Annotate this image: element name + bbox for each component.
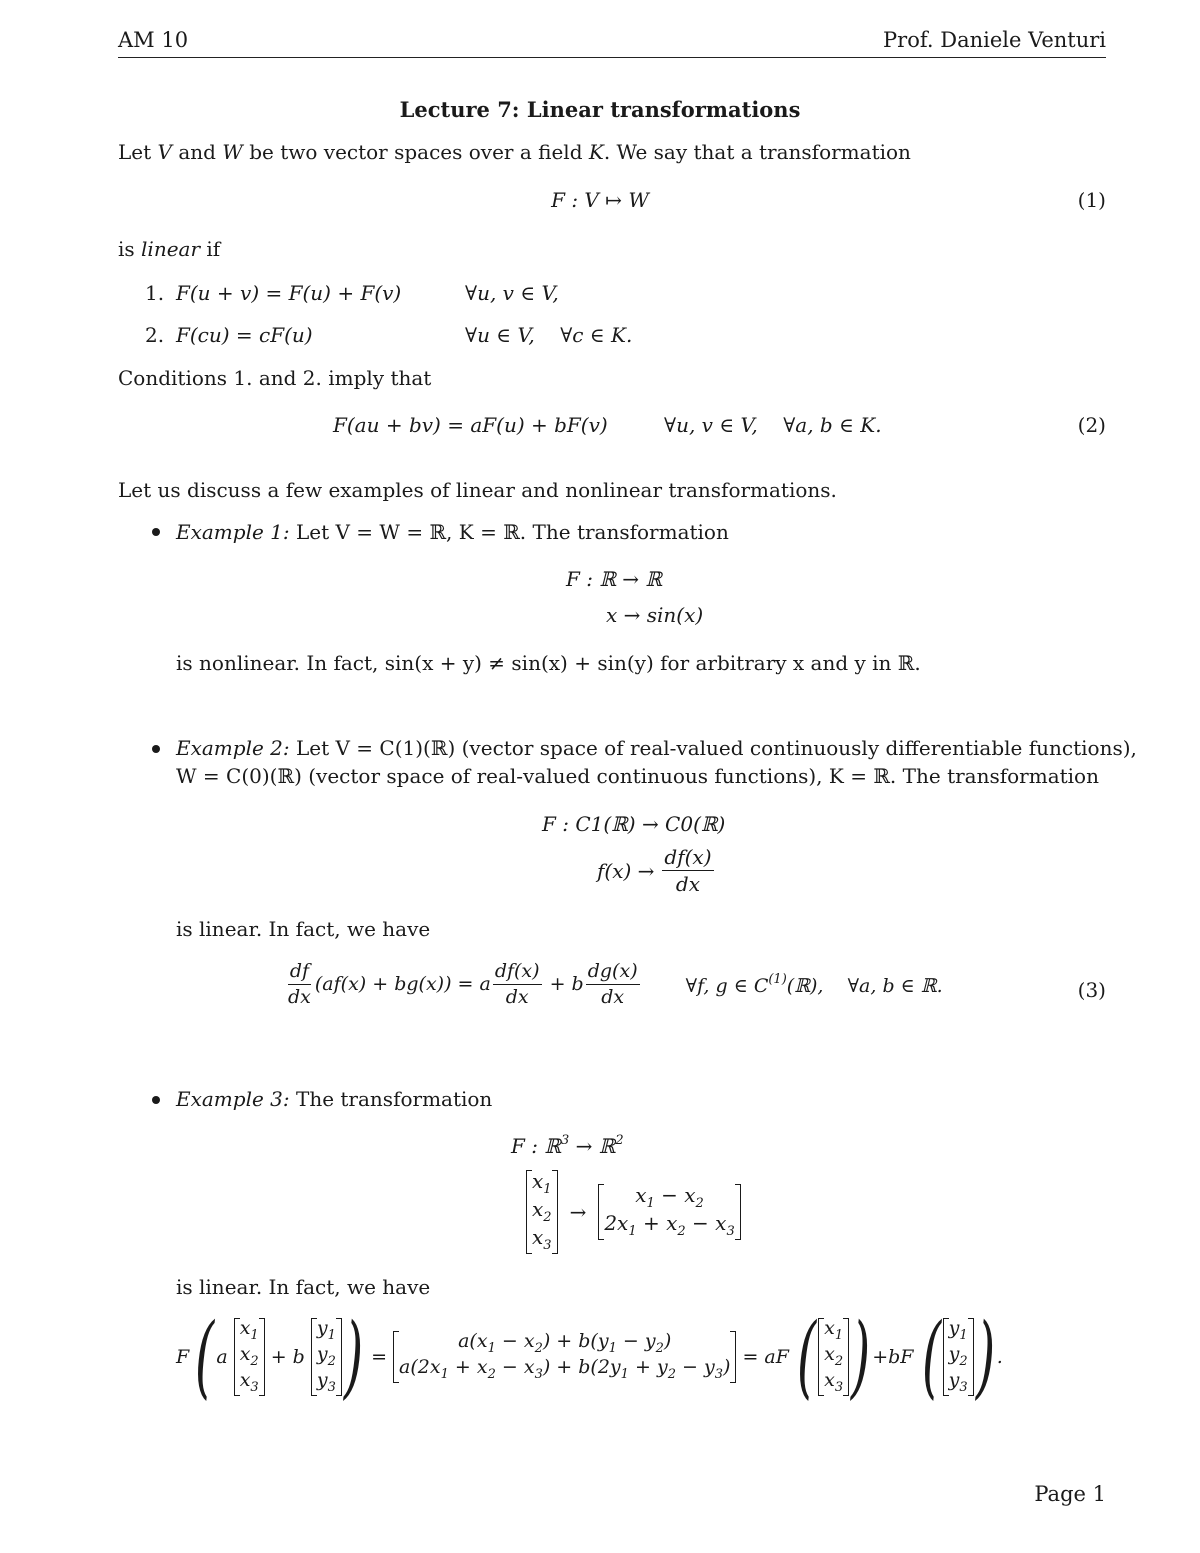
condition-1-quantifier: ∀u, v ∈ V, <box>465 281 559 305</box>
example-1-label: Example 1: <box>176 520 290 544</box>
equation-1-number: (1) <box>1077 188 1106 212</box>
linearity-check-equation: F ( a $x_1$ $x_2$ $x_3$ + b $y_1$ $y_2$ $y_3$ ) = $a(x_1 - x_2) + b(y_1 - y_2)$ $a(2x_1 + x_2 - x_3) + b(2y_1 + y_2 - y_3)$ = aF ( $x_1$ $x_2$ $x_3$ ) +bF ( $y_1$ $y_2$ $y_3$ ) . <box>176 1304 1003 1409</box>
equation-3: $\frac{df}{dx}$ (af(x) + bg(x)) = a $\frac{df(x)}{dx}$ + b $\frac{dg(x)}{dx}$ ∀f, g ∈ $C^{(1)}(ℝ)$, ∀a, b ∈ ℝ. <box>288 960 943 1008</box>
example-3-map-line2: $x_1$ $x_2$ $x_3$ → $x_1 - x_2$ $2x_1 + x_2 - x_3$ <box>526 1170 741 1254</box>
header-rule <box>118 57 1106 58</box>
example-3-conclusion: is linear. In fact, we have <box>176 1275 431 1299</box>
example-2-line1 <box>176 736 1137 760</box>
example-3-intro <box>176 1087 492 1111</box>
page-title: Lecture 7: Linear transformations <box>399 97 801 122</box>
condition-2-equation: F(cu) = cF(u) <box>176 323 313 347</box>
derivative-fraction <box>662 845 713 896</box>
example-2-map-line1: F : C1(ℝ) → C0(ℝ) <box>542 812 726 836</box>
var-V: V <box>157 140 172 164</box>
example-1-text: Let V = W = ℝ, K = ℝ. The transformation <box>289 520 729 544</box>
var-W: W <box>222 140 243 164</box>
example-2-label: Example 2: <box>176 736 290 760</box>
derivative-numerator: df(x) <box>664 845 712 869</box>
intro-paragraph <box>118 140 911 164</box>
is-text: is <box>118 237 142 261</box>
condition-1-number: 1. <box>145 281 165 305</box>
input-vector: $x_1$ $x_2$ $x_3$ <box>526 1170 558 1254</box>
example-1-map-line2: x → sin(x) <box>606 603 704 627</box>
header-course: AM 10 <box>118 28 189 52</box>
header-author: Prof. Daniele Venturi <box>883 28 1106 52</box>
condition-2-number: 2. <box>145 323 165 347</box>
example-3-label: Example 3: <box>176 1087 290 1111</box>
bullet-1 <box>152 528 160 536</box>
derivative-denominator: dx <box>675 872 700 896</box>
intro-text-a: Let <box>118 140 158 164</box>
example-2-map-line2 <box>597 845 716 896</box>
example-3-text: The transformation <box>289 1087 493 1111</box>
intro-text-b: and <box>171 140 223 164</box>
example-1-conclusion: is nonlinear. In fact, sin(x + y) ≠ sin(x) + sin(y) for arbitrary x and y in ℝ. <box>176 651 921 675</box>
var-K: K <box>588 140 604 164</box>
example-1-intro <box>176 520 729 544</box>
equation-2-number: (2) <box>1077 413 1106 437</box>
bullet-2 <box>152 745 160 753</box>
example-2-text-line1: Let V = C(1)(ℝ) (vector space of real-valued continuously differentiable functions), <box>289 736 1137 760</box>
intro-text-d: . We say that a transformation <box>603 140 911 164</box>
conditions-text: Conditions 1. and 2. imply that <box>118 366 432 390</box>
if-text: if <box>200 237 221 261</box>
condition-2-quantifier: ∀u ∈ V, ∀c ∈ K. <box>465 323 633 347</box>
equation-2-quantifier: ∀u, v ∈ V, ∀a, b ∈ K. <box>664 413 882 437</box>
example-3-map-line1: F : ℝ$^3$ → ℝ$^2$ <box>511 1133 624 1158</box>
example-1-map-line1: F : ℝ → ℝ <box>566 567 663 591</box>
equation-1: F : V ↦ W <box>551 188 649 212</box>
equation-2: F(au + bv) = aF(u) + bF(v) <box>333 413 608 437</box>
output-vector: $x_1 - x_2$ $2x_1 + x_2 - x_3$ <box>598 1184 740 1240</box>
examples-intro: Let us discuss a few examples of linear and nonlinear transformations. <box>118 478 837 502</box>
linear-definition-text <box>118 237 220 261</box>
bullet-3 <box>152 1096 160 1104</box>
example-2-conclusion: is linear. In fact, we have <box>176 917 431 941</box>
intro-text-c: be two vector spaces over a field <box>242 140 589 164</box>
condition-1-equation: F(u + v) = F(u) + F(v) <box>176 281 402 305</box>
equation-3-number: (3) <box>1077 978 1106 1002</box>
example-2-line2: W = C(0)(ℝ) (vector space of real-valued continuous functions), K = ℝ. The transformation <box>176 764 1099 788</box>
example-2-map-arg: f(x) → <box>597 858 655 883</box>
page-number: Page 1 <box>1034 1482 1106 1506</box>
linear-word: linear <box>141 237 201 261</box>
